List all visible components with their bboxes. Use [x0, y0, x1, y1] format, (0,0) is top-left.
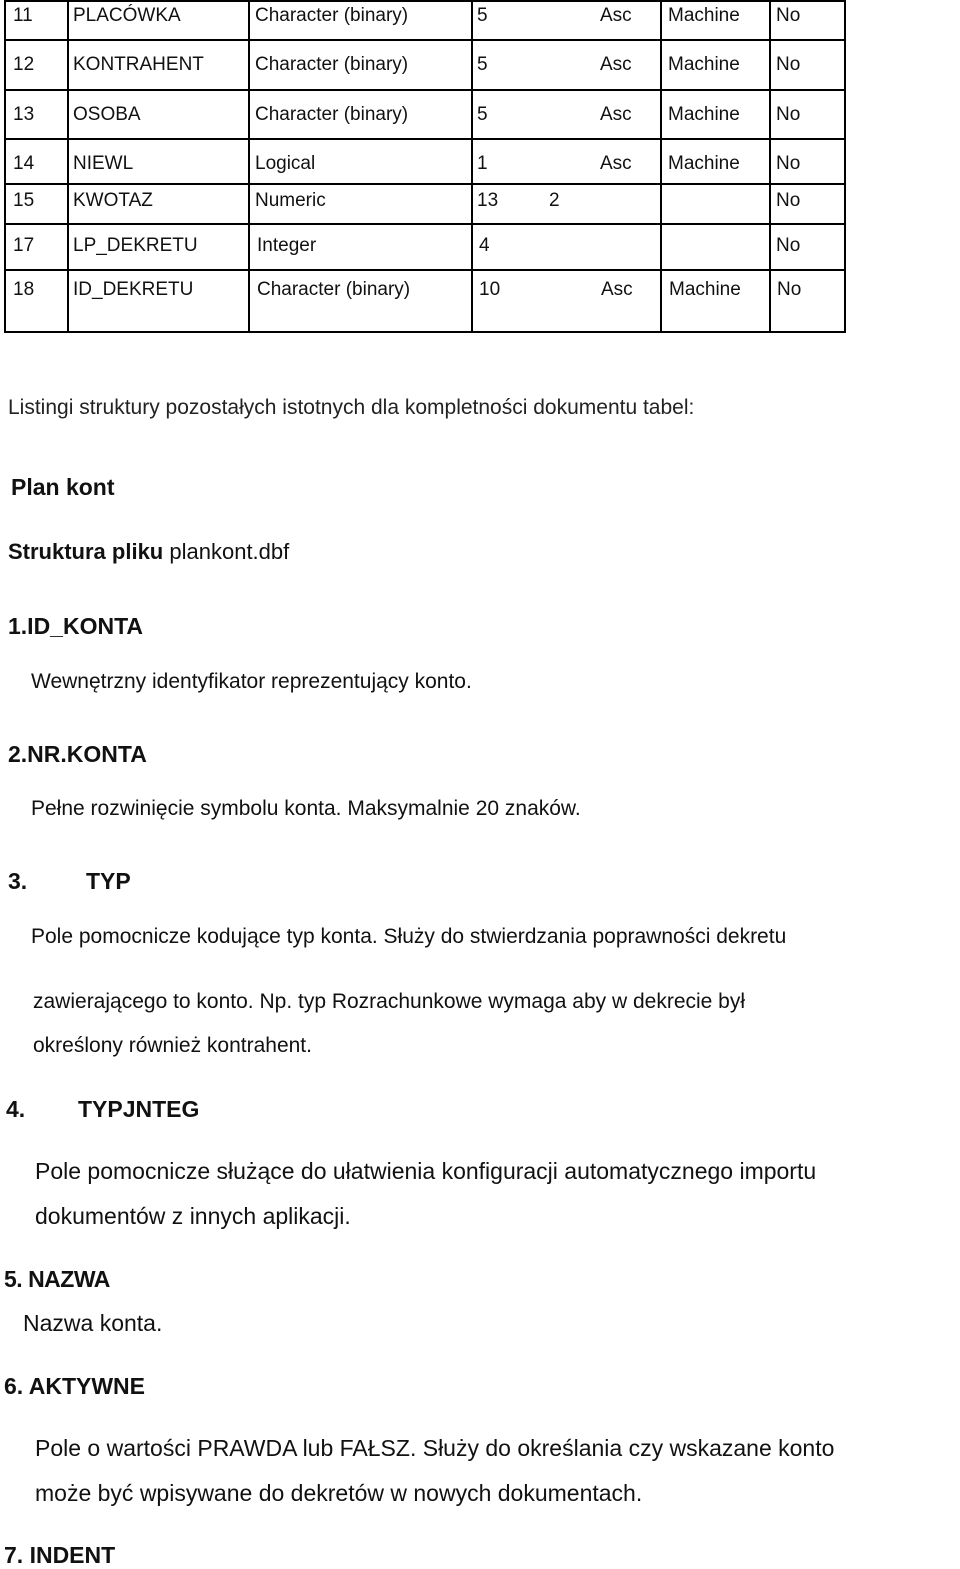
field-description: Wewnętrzny identyfikator reprezentujący konto.	[31, 670, 472, 693]
field-collate: Machine	[668, 153, 740, 174]
field-number: 18	[13, 279, 35, 300]
field-heading: 2.NR.KONTA	[8, 741, 147, 767]
row-divider	[6, 269, 844, 271]
field-heading-name: TYPJNTEG	[78, 1096, 200, 1122]
field-nulls: No	[776, 54, 801, 75]
field-type: Character (binary)	[255, 54, 409, 75]
field-nulls: No	[777, 279, 802, 300]
section-title: Plan kont	[11, 474, 115, 500]
field-order: Asc	[600, 54, 632, 75]
row-divider	[6, 39, 844, 41]
field-collate: Machine	[668, 54, 740, 75]
field-nulls: No	[776, 190, 801, 211]
field-structure-table	[4, 0, 846, 333]
field-order: Asc	[600, 104, 632, 125]
field-order: Asc	[600, 5, 632, 26]
field-heading-number: 4.	[6, 1096, 26, 1122]
field-description: dokumentów z innych aplikacji.	[35, 1203, 351, 1229]
field-description: Pole pomocnicze służące do ułatwienia konfiguracji automatycznego importu	[35, 1158, 817, 1184]
field-description: Pełne rozwinięcie symbolu konta. Maksymalnie 20 znaków.	[31, 797, 581, 820]
field-width: 1	[477, 153, 488, 174]
field-collate: Machine	[668, 5, 740, 26]
field-description: Nazwa konta.	[23, 1310, 163, 1336]
field-heading-number: 3.	[8, 868, 28, 894]
field-name: NIEWL	[73, 153, 134, 174]
field-heading: 6. AKTYWNE	[4, 1373, 145, 1399]
column-divider	[67, 2, 69, 331]
field-order: Asc	[600, 153, 632, 174]
field-width: 5	[477, 5, 488, 26]
structure-line	[8, 539, 289, 565]
row-divider	[6, 138, 844, 140]
field-description: Pole o wartości PRAWDA lub FAŁSZ. Służy do określania czy wskazane konto	[35, 1435, 835, 1461]
field-nulls: No	[776, 235, 801, 256]
field-number: 15	[13, 190, 35, 211]
field-description: zawierającego to konto. Np. typ Rozrachunkowe wymaga aby w dekrecie był	[33, 990, 746, 1013]
field-description: Pole pomocnicze kodujące typ konta. Służy do stwierdzania poprawności dekretu	[31, 925, 787, 948]
field-nulls: No	[776, 104, 801, 125]
field-type: Character (binary)	[255, 5, 409, 26]
structure-filename: plankont.dbf	[169, 539, 290, 564]
field-heading-name: TYP	[86, 868, 131, 894]
field-number: 13	[13, 104, 35, 125]
field-description: określony również kontrahent.	[33, 1034, 312, 1057]
field-type: Logical	[255, 153, 316, 174]
field-name: KONTRAHENT	[73, 54, 204, 75]
field-heading: 7. INDENT	[4, 1542, 116, 1568]
column-divider	[660, 2, 662, 331]
field-heading: 1.ID_KONTA	[8, 613, 144, 639]
field-number: 12	[13, 54, 35, 75]
field-heading: 5. NAZWA	[4, 1266, 110, 1292]
field-collate: Machine	[668, 104, 740, 125]
row-divider	[6, 89, 844, 91]
field-collate: Machine	[669, 279, 741, 300]
column-divider	[471, 2, 473, 331]
field-nulls: No	[776, 5, 801, 26]
field-nulls: No	[776, 153, 801, 174]
column-divider	[248, 2, 250, 331]
field-name: KWOTAZ	[73, 190, 153, 211]
field-type: Integer	[257, 235, 317, 256]
field-width: 4	[479, 235, 490, 256]
field-name: LP_DEKRETU	[73, 235, 198, 256]
structure-label: Struktura pliku	[8, 539, 164, 564]
row-divider	[6, 183, 844, 185]
field-type: Character (binary)	[257, 279, 411, 300]
field-number: 11	[13, 5, 33, 26]
field-type: Character (binary)	[255, 104, 409, 125]
field-name: ID_DEKRETU	[73, 279, 194, 300]
field-width: 5	[477, 54, 488, 75]
intro-paragraph: Listingi struktury pozostałych istotnych dla kompletności dokumentu tabel:	[8, 396, 695, 419]
field-decimals: 2	[549, 190, 560, 211]
field-number: 17	[13, 235, 35, 256]
field-width: 13	[477, 190, 499, 211]
column-divider	[769, 2, 771, 331]
row-divider	[6, 223, 844, 225]
field-number: 14	[13, 153, 35, 174]
field-order: Asc	[601, 279, 633, 300]
field-width: 10	[479, 279, 501, 300]
field-name: OSOBA	[73, 104, 141, 125]
field-description: może być wpisywane do dekretów w nowych dokumentach.	[35, 1480, 643, 1506]
field-width: 5	[477, 104, 488, 125]
field-name: PLACÓWKA	[73, 5, 181, 26]
field-type: Numeric	[255, 190, 326, 211]
